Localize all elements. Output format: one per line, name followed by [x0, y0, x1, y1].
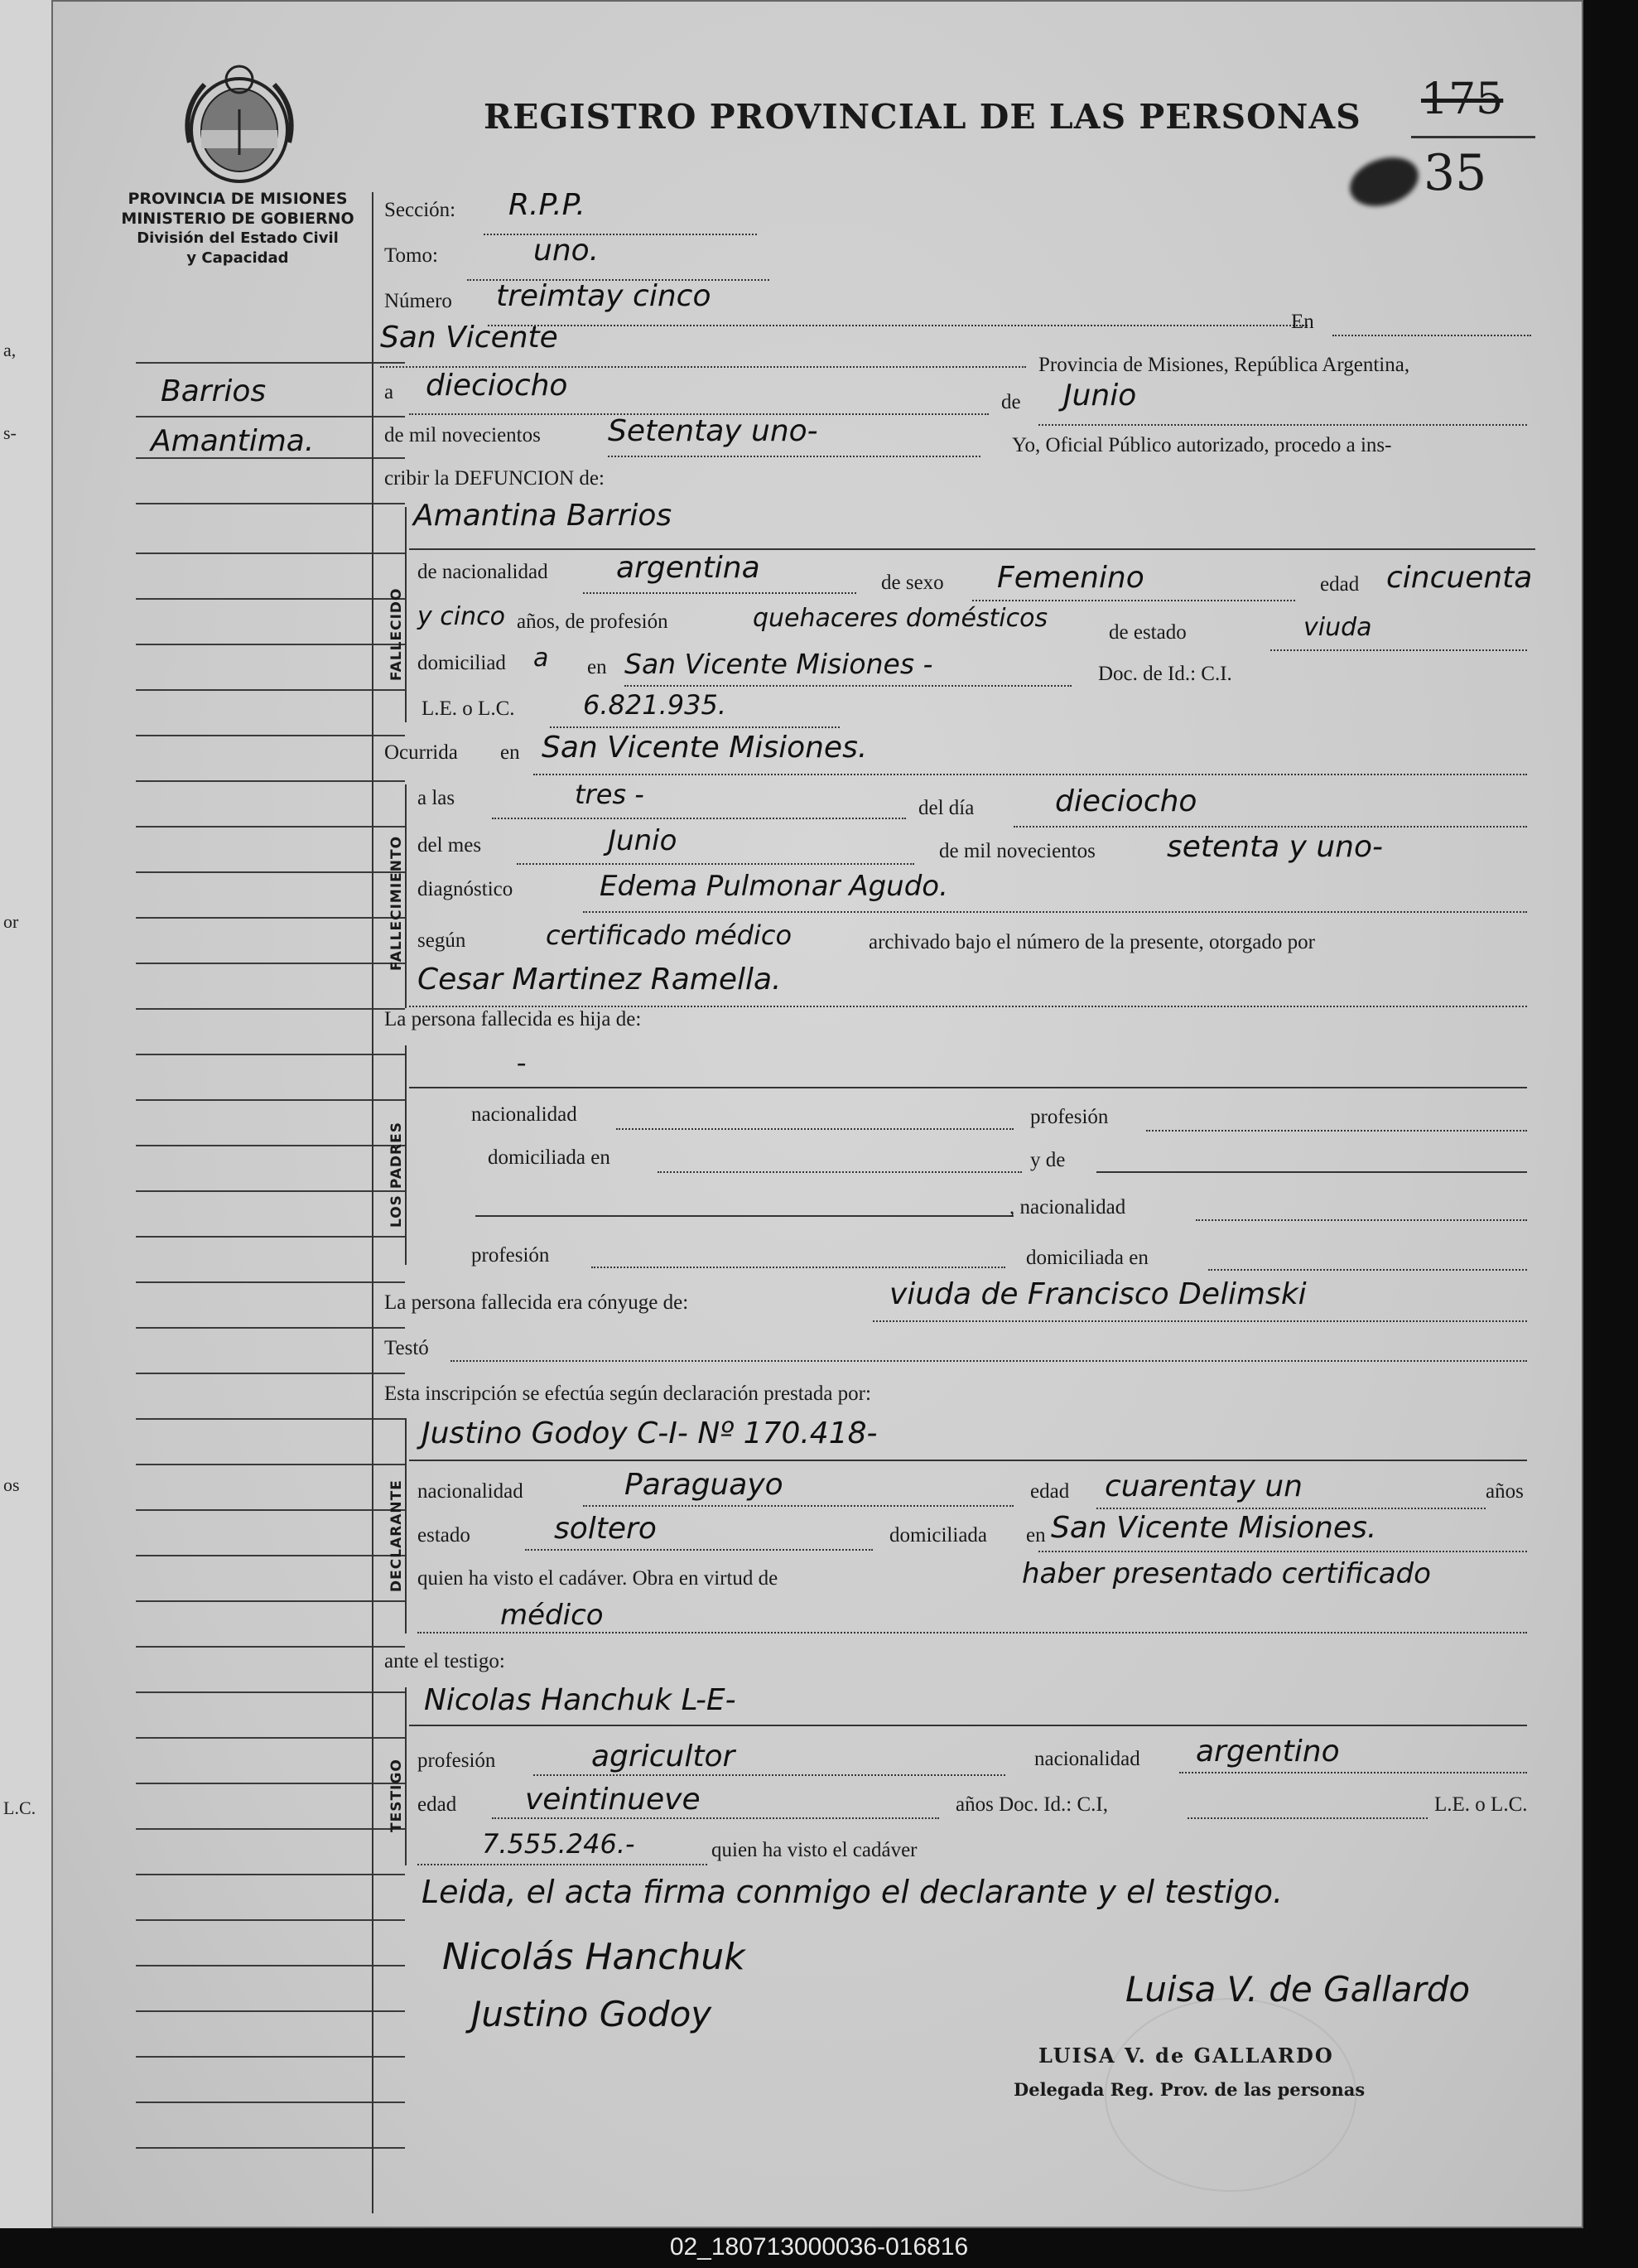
- anio-registro-value: Setentay uno-: [608, 414, 818, 448]
- declarante-nacionalidad-value: Paraguayo: [624, 1468, 783, 1502]
- madre-domiciliada-label: domiciliada en: [1026, 1247, 1149, 1269]
- diag-label: diagnóstico: [417, 878, 513, 900]
- authority-line: División del Estado Civil: [137, 229, 339, 247]
- medico-value: Cesar Martinez Ramella.: [417, 963, 782, 996]
- cierre-value: Leida, el acta firma conmigo el declarante y el testigo.: [422, 1874, 1284, 1910]
- provincia-text: Provincia de Misiones, República Argentina,: [1038, 354, 1410, 376]
- edad-label: edad: [1320, 573, 1360, 596]
- dia-label: del día: [918, 797, 975, 819]
- declarante-side-label: DECLARANTE: [388, 1479, 405, 1592]
- domicilio-suffix: a: [533, 644, 549, 673]
- declarante-signature: Justino Godoy: [471, 1994, 712, 2034]
- testigo-edad-label: edad: [417, 1793, 457, 1816]
- estado-value: viuda: [1303, 613, 1372, 642]
- numero-label: Número: [384, 290, 452, 312]
- declarante-visto-text: quien ha visto el cadáver. Obra en virtud de: [417, 1567, 778, 1590]
- madre-profesion-label: profesión: [471, 1244, 550, 1267]
- authority-line: MINISTERIO DE GOBIERNO: [121, 210, 354, 228]
- fallecido-side-label: FALLECIDO: [388, 587, 405, 681]
- mes-value: Junio: [608, 824, 677, 857]
- oficial-text: Yo, Oficial Público autorizado, procedo a ins-: [1012, 434, 1392, 456]
- profesion-value: quehaceres domésticos: [753, 604, 1048, 633]
- numero-value: treimtay cinco: [496, 279, 711, 313]
- margin-surname: Barrios: [161, 374, 267, 408]
- obra-value-2: médico: [500, 1599, 604, 1632]
- archivado-text: archivado bajo el número de la presente, otorgado por: [869, 931, 1315, 953]
- seccion-value: R.P.P.: [508, 188, 585, 222]
- nacionalidad-value: argentina: [616, 551, 760, 585]
- fallecido-nombre-value: Amantina Barrios: [413, 499, 672, 533]
- y-de-label: y de: [1030, 1149, 1066, 1171]
- domicilio-value: San Vicente Misiones -: [624, 648, 933, 680]
- conyuge-label: La persona fallecida era cónyuge de:: [384, 1291, 689, 1314]
- coat-of-arms-icon: [165, 60, 314, 188]
- tomo-value: uno.: [533, 234, 600, 268]
- edge-fragment: a,: [3, 340, 17, 360]
- madre-nacionalidad-label: , nacionalidad: [1009, 1196, 1126, 1218]
- testigo-doc-value: 7.555.246.-: [482, 1828, 635, 1860]
- padre-nombre-value: -: [517, 1047, 527, 1078]
- authority-line: PROVINCIA DE MISIONES: [128, 190, 348, 208]
- hora-value: tres -: [575, 779, 644, 810]
- padre-nacionalidad-label: nacionalidad: [471, 1103, 577, 1126]
- section-bar: [405, 507, 407, 722]
- declarante-nacionalidad-label: nacionalidad: [417, 1480, 523, 1503]
- domicilio-en: en: [587, 656, 607, 678]
- declarante-domiciliada-en: en: [1026, 1524, 1046, 1547]
- ocurrida-value: San Vicente Misiones.: [542, 731, 868, 765]
- authority-line: y Capacidad: [186, 249, 289, 267]
- tomo-label: Tomo:: [384, 244, 438, 267]
- dia-registro-value: dieciocho: [426, 369, 568, 403]
- dia-value: dieciocho: [1055, 784, 1197, 818]
- segun-label: según: [417, 929, 466, 952]
- declarante-domiciliada-label: domiciliada: [889, 1524, 988, 1547]
- declarante-domicilio-value: San Vicente Misiones.: [1051, 1511, 1377, 1545]
- testigo-anios-doc-label: años Doc. Id.: C.I,: [956, 1793, 1108, 1816]
- testigo-le-label: L.E. o L.C.: [1434, 1793, 1528, 1816]
- anio-value: setenta y uno-: [1167, 830, 1383, 864]
- domicilio-label: domiciliad: [417, 652, 506, 674]
- section-bar: [405, 1687, 407, 1865]
- sexo-value: Femenino: [997, 561, 1144, 595]
- ink-blot: [1344, 149, 1425, 215]
- le-value: 6.821.935.: [583, 689, 727, 721]
- sexo-label: de sexo: [881, 572, 944, 594]
- nacionalidad-label: de nacionalidad: [417, 561, 548, 583]
- mes-registro-value: Junio: [1063, 379, 1137, 413]
- testigo-signature: Nicolás Hanchuk: [442, 1936, 745, 1978]
- testigo-visto-text: quien ha visto el cadáver: [711, 1839, 918, 1861]
- edge-fragment: os: [3, 1474, 20, 1495]
- declarante-estado-value: soltero: [554, 1512, 657, 1546]
- testigo-edad-value: veintinueve: [525, 1783, 701, 1817]
- testigo-intro: ante el testigo:: [384, 1650, 505, 1672]
- folio-number: 35: [1424, 144, 1487, 202]
- declarante-nombre-value: Justino Godoy C-I- Nº 170.418-: [422, 1416, 878, 1450]
- inscribir-text: cribir la DEFUNCION de:: [384, 467, 605, 490]
- lugar-value: San Vicente: [380, 321, 558, 355]
- edad-value-2: y cinco: [417, 602, 505, 631]
- seccion-label: Sección:: [384, 199, 456, 221]
- testigo-nacionalidad-label: nacionalidad: [1034, 1748, 1140, 1770]
- profesion-label: años, de profesión: [517, 610, 668, 633]
- declarante-anios-label: años: [1486, 1480, 1524, 1503]
- en-label: En: [1291, 311, 1314, 333]
- section-bar: [405, 1418, 407, 1633]
- column-divider: [372, 192, 373, 2213]
- register-title: REGISTRO PROVINCIAL DE LAS PERSONAS: [484, 97, 1361, 137]
- testigo-profesion-value: agricultor: [591, 1740, 735, 1773]
- doc-label: Doc. de Id.: C.I.: [1098, 663, 1232, 685]
- declarante-edad-value: cuarentay un: [1105, 1469, 1303, 1503]
- oficial-title: Delegada Reg. Prov. de las personas: [1014, 2079, 1366, 2100]
- diag-value: Edema Pulmonar Agudo.: [600, 870, 948, 903]
- padre-domiciliada-label: domiciliada en: [488, 1146, 610, 1169]
- edad-value-1: cincuenta: [1386, 561, 1533, 595]
- obra-value-1: haber presentado certificado: [1022, 1557, 1431, 1590]
- testigo-profesion-label: profesión: [417, 1749, 496, 1772]
- padre-profesion-label: profesión: [1030, 1106, 1109, 1128]
- testigo-nombre-value: Nicolas Hanchuk L-E-: [424, 1683, 736, 1717]
- edge-fragment: s-: [3, 422, 17, 443]
- oficial-name: LUISA V. de GALLARDO: [1038, 2044, 1334, 2068]
- register-page: [51, 0, 1583, 2228]
- padres-intro: La persona fallecida es hija de:: [384, 1008, 642, 1030]
- anio-label: de mil novecientos: [939, 840, 1096, 862]
- declarante-edad-label: edad: [1030, 1480, 1070, 1503]
- left-page-edge: [0, 0, 54, 2237]
- de-label: de: [1001, 391, 1021, 413]
- section-bar: [405, 1045, 407, 1265]
- folio-number-struck: 175: [1421, 75, 1504, 124]
- edge-fragment: or: [3, 911, 19, 932]
- padres-side-label: LOS PADRES: [388, 1122, 405, 1228]
- section-bar: [405, 784, 407, 1008]
- anio-prefix: de mil novecientos: [384, 424, 541, 446]
- margin-given-name: Amantima.: [151, 424, 315, 458]
- fallecimiento-side-label: FALLECIMIENTO: [388, 835, 405, 971]
- le-label: L.E. o L.C.: [422, 697, 515, 720]
- declaracion-label: Esta inscripción se efectúa según declaración prestada por:: [384, 1383, 871, 1405]
- testigo-side-label: TESTIGO: [388, 1759, 405, 1832]
- ocurrida-label: Ocurrida: [384, 741, 458, 764]
- issuing-authority: [76, 189, 399, 268]
- declarante-estado-label: estado: [417, 1524, 470, 1547]
- conyuge-value: viuda de Francisco Delimski: [889, 1277, 1307, 1311]
- segun-value: certificado médico: [546, 919, 793, 951]
- hora-label: a las: [417, 787, 455, 809]
- estado-label: de estado: [1109, 621, 1187, 644]
- a-label: a: [384, 381, 394, 403]
- mes-label: del mes: [417, 834, 482, 857]
- image-id-caption: 02_180713000036-016816: [669, 2233, 969, 2261]
- testo-label: Testó: [384, 1337, 429, 1359]
- ocurrida-en: en: [500, 741, 520, 764]
- edge-fragment: L.C.: [3, 1798, 36, 1818]
- testigo-nacionalidad-value: argentino: [1196, 1735, 1340, 1769]
- oficial-signature: Luisa V. de Gallardo: [1125, 1969, 1471, 2010]
